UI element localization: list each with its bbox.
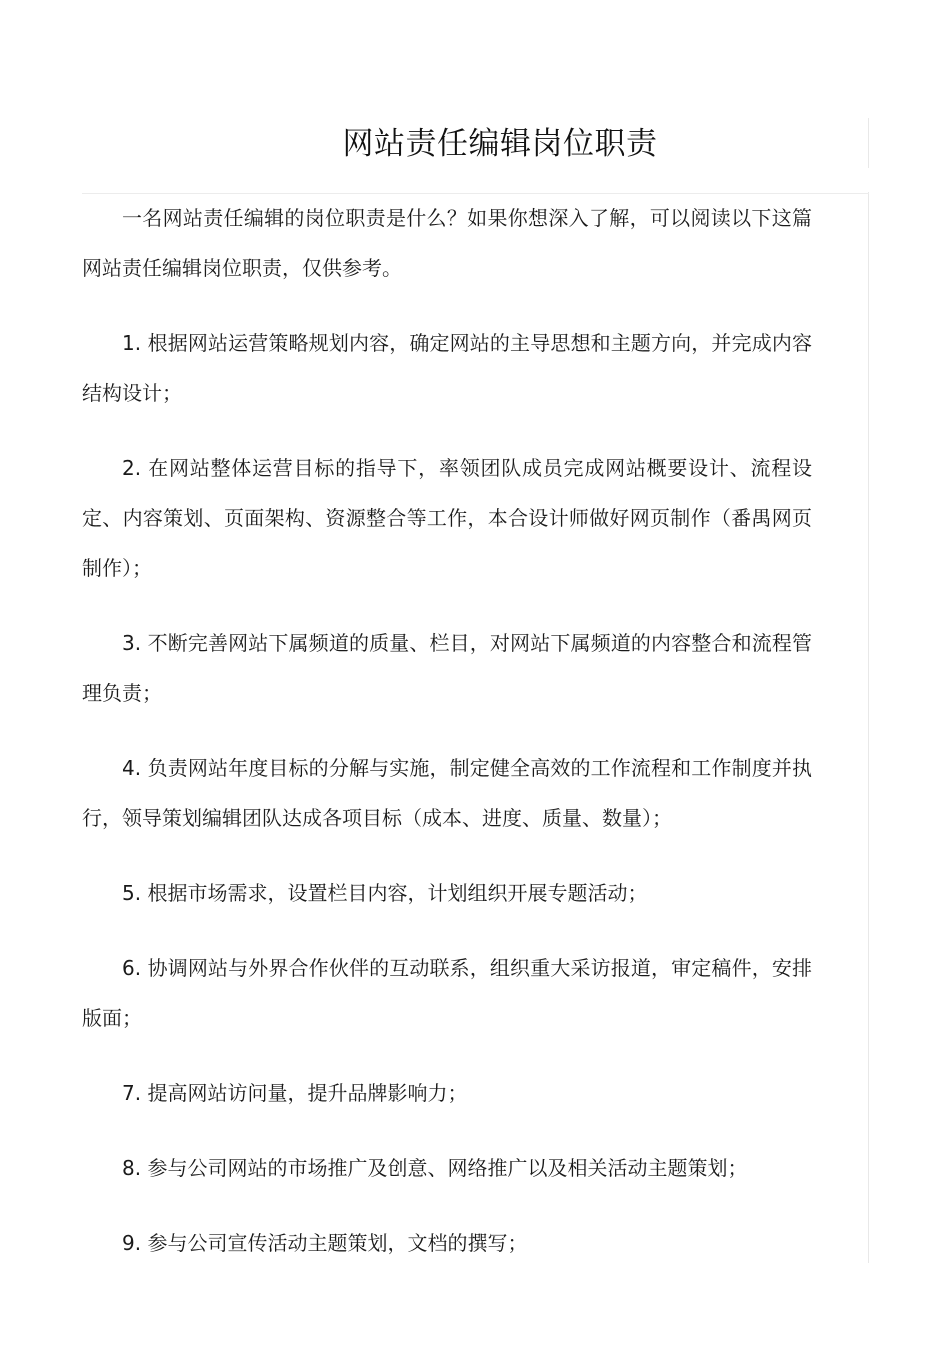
duty-item-7: 7. 提高网站访问量，提升品牌影响力； [122, 1081, 468, 1105]
duty-item-3: 3. 不断完善网站下属频道的质量、栏目，对网站下属频道的内容整合和流程管理负责； [82, 631, 812, 705]
intro-paragraph: 一名网站责任编辑的岗位职责是什么？如果你想深入了解，可以阅读以下这篇网站责任编辑岗位职责，仅供参考。 [82, 206, 812, 280]
spacer [82, 593, 812, 618]
spacer [82, 718, 812, 743]
page-right-border [868, 118, 869, 1263]
document-body [82, 193, 812, 1268]
spacer [82, 418, 812, 443]
spacer [82, 1193, 812, 1218]
duty-item-5: 5. 根据市场需求，设置栏目内容，计划组织开展专题活动； [122, 881, 648, 905]
duty-item-2: 2. 在网站整体运营目标的指导下，率领团队成员完成网站概要设计、流程设定、内容策划、页面架构、资源整合等工作，本合设计师做好网页制作（番禺网页制作）； [82, 456, 812, 580]
duty-item-9: 9. 参与公司宣传活动主题策划，文档的撰写； [122, 1231, 528, 1255]
duty-item-6: 6. 协调网站与外界合作伙伴的互动联系，组织重大采访报道，审定稿件，安排版面； [82, 956, 812, 1030]
spacer [82, 1043, 812, 1068]
border-gap [868, 168, 870, 192]
duty-item-8: 8. 参与公司网站的市场推广及创意、网络推广以及相关活动主题策划； [122, 1156, 748, 1180]
spacer [82, 918, 812, 943]
duty-item-4: 4. 负责网站年度目标的分解与实施，制定健全高效的工作流程和工作制度并执行，领导策划编辑团队达成各项目标（成本、进度、质量、数量）； [82, 756, 812, 830]
document-title: 网站责任编辑岗位职责 [342, 126, 658, 162]
spacer [82, 843, 812, 868]
spacer [82, 1118, 812, 1143]
duty-item-1: 1. 根据网站运营策略规划内容，确定网站的主导思想和主题方向，并完成内容结构设计； [82, 331, 812, 405]
spacer [82, 293, 812, 318]
